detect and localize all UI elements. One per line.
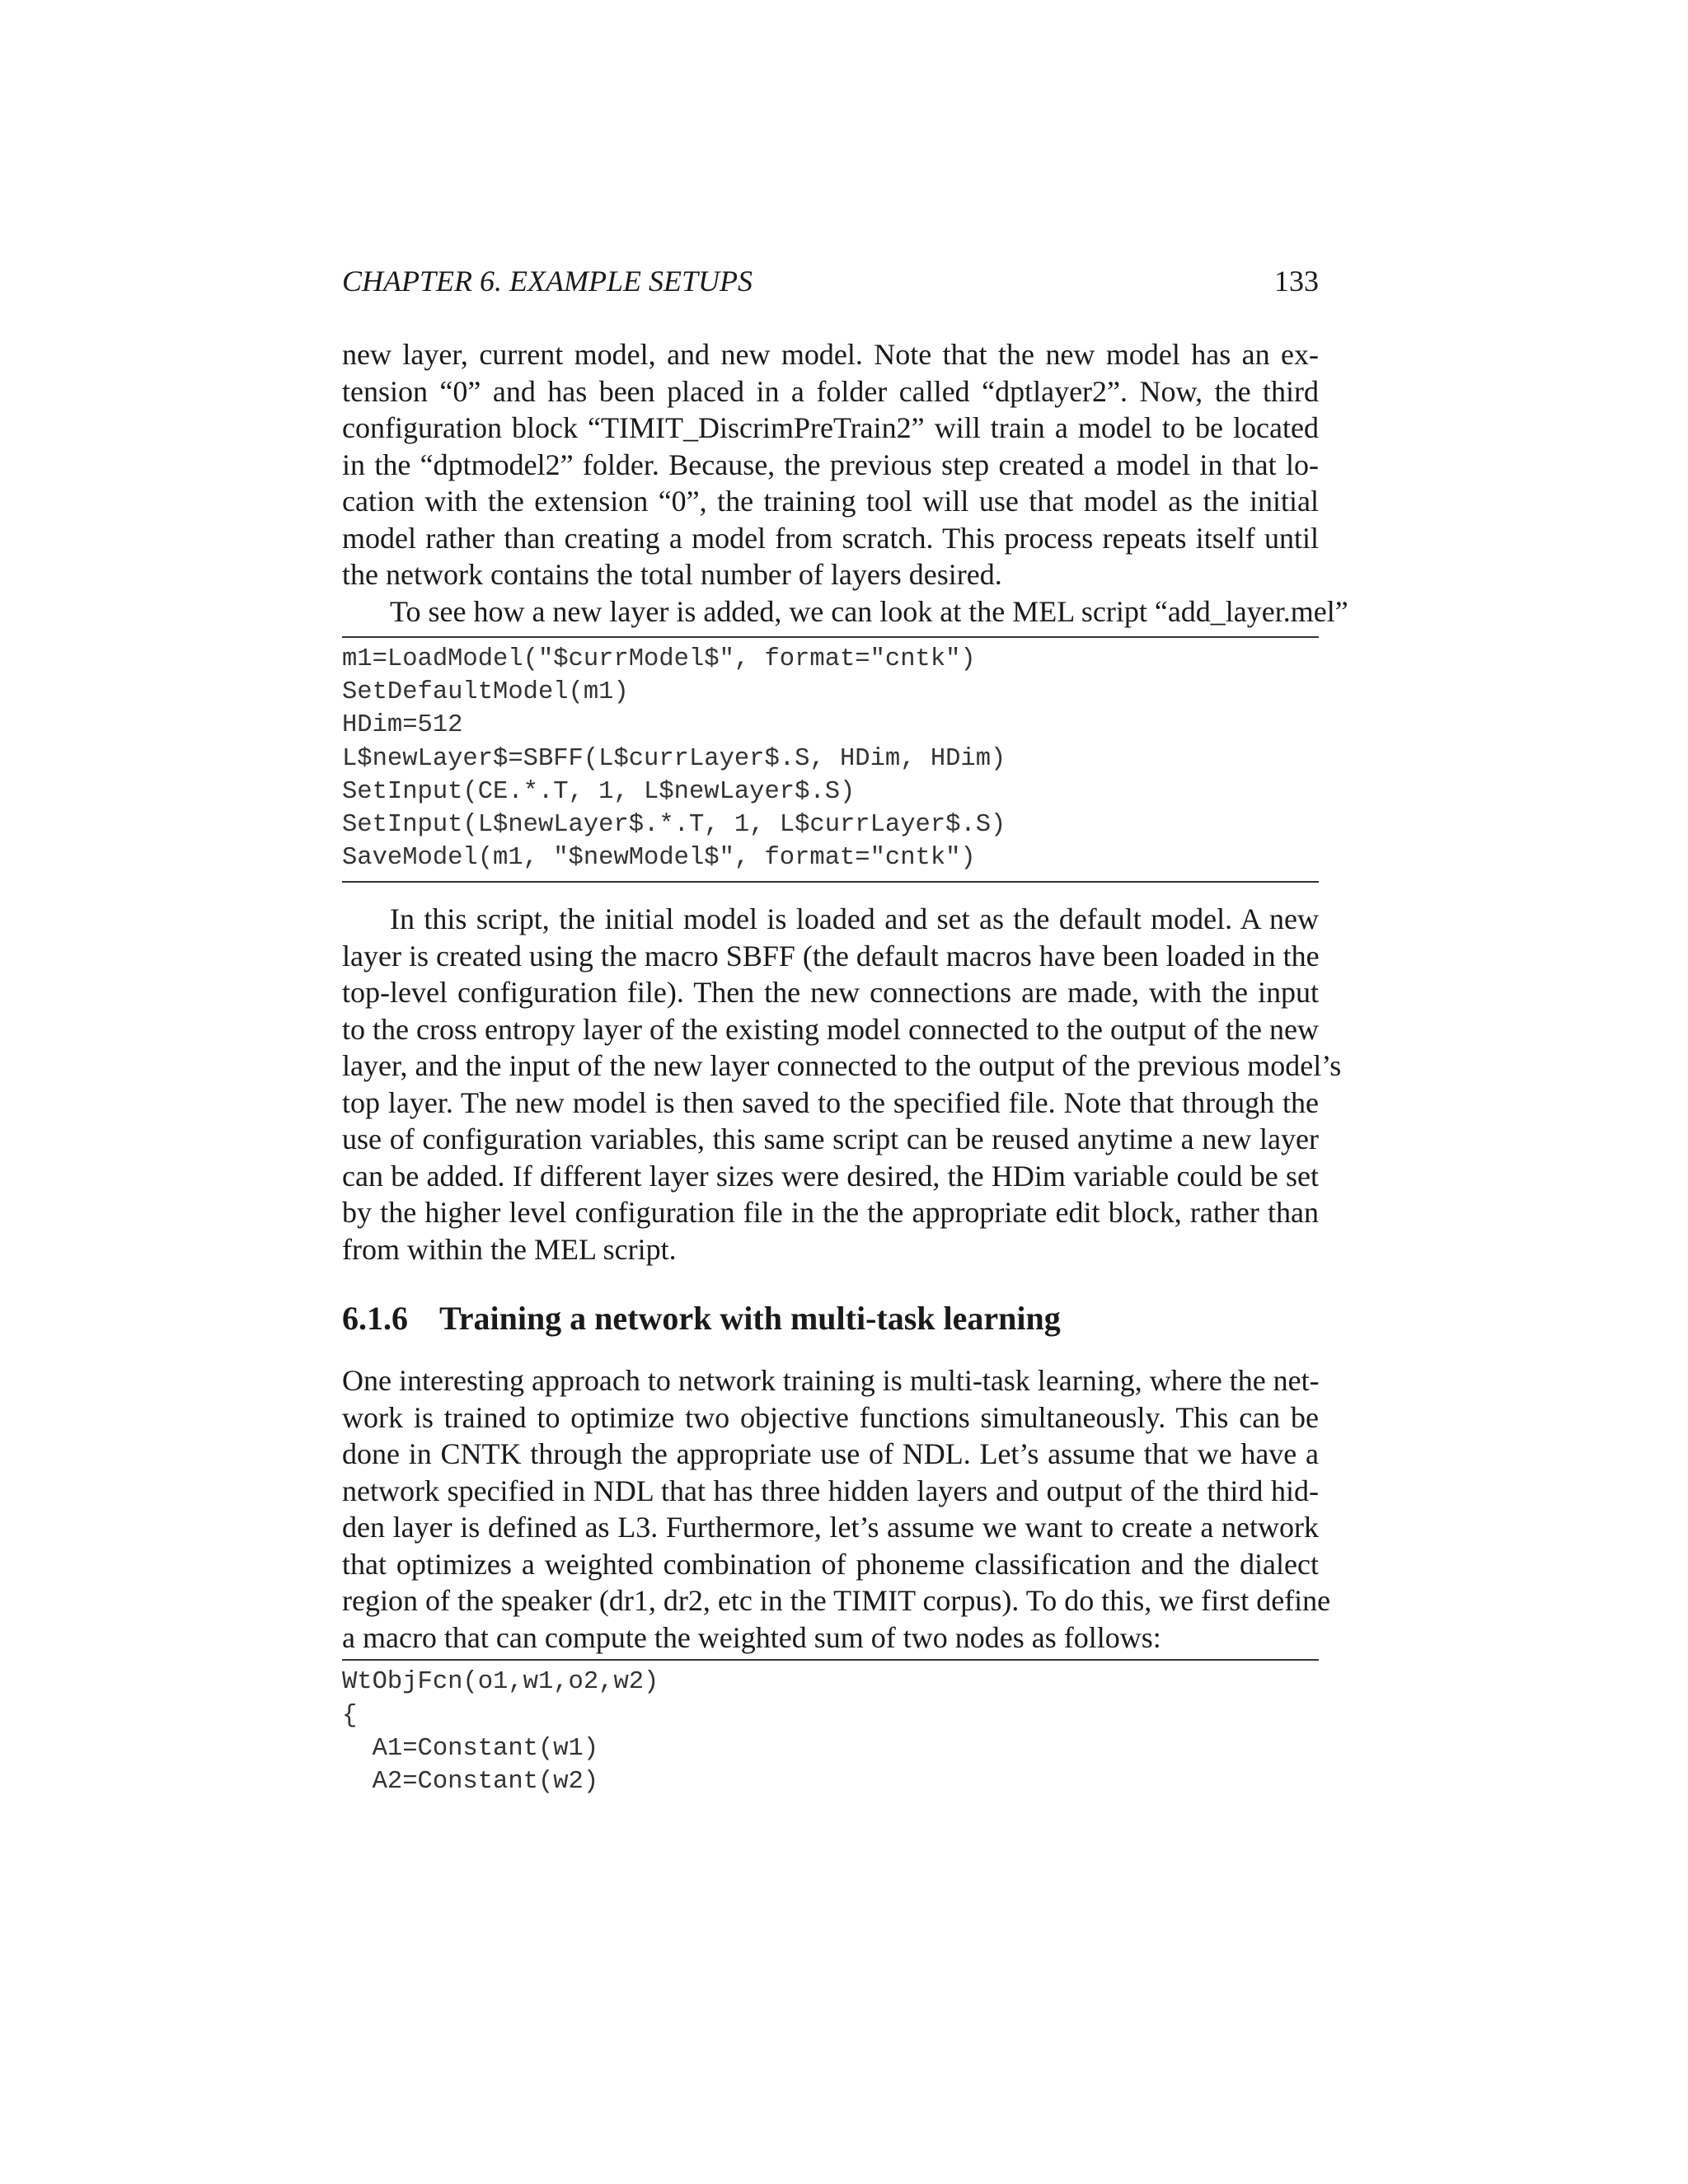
paragraph-multitask [342,1362,1331,1656]
text-line: in the “dptmodel2” folder. Because, the previous step created a model in that lo- [342,448,1319,481]
text-line: can be added. If different layer sizes were desired, the HDim variable could be set [342,1159,1319,1193]
code-listing-add-layer [342,638,1319,881]
running-header [342,264,1319,307]
text-line: model rather than creating a model from scratch. This process repeats itself until [342,521,1319,555]
code-line: SetInput(L$newLayer$.*.T, 1, L$currLayer$.S) [342,811,1006,840]
text-line: the network contains the total number of layers desired. [342,558,1002,591]
paragraph-dpt-layers [342,336,1319,593]
section-heading [342,1299,1319,1338]
text-line: cation with the extension “0”, the training tool will use that model as the initial [342,485,1319,518]
text-line: top-level configuration file). Then the new connections are made, with the input [342,976,1319,1010]
text-line: One interesting approach to network training is multi-task learning, where the net- [342,1364,1320,1398]
text-line: layer is created using the macro SBFF (the default macros have been loaded in the [342,939,1320,972]
code-line: { [342,1701,358,1730]
text-line: layer, and the input of the new layer connected to the output of the previous model’s [342,1049,1342,1083]
text-line: den layer is defined as L3. Furthermore, let’s assume we want to create a network [342,1511,1319,1544]
text-line: that optimizes a weighted combination of phoneme classification and the dialect [342,1547,1319,1581]
code-listing-wtobjfcn [342,1661,1319,1805]
text-line: from within the MEL script. [342,1232,677,1266]
text-line: To see how a new layer is added, we can look at the MEL script “add_layer.mel” [390,594,1348,628]
text-line: done in CNTK through the appropriate use of NDL. Let’s assume that we have a [342,1437,1319,1471]
code-line: SetDefaultModel(m1) [342,678,629,707]
code-line: SaveModel(m1, "$newModel$", format="cntk") [342,844,976,873]
paragraph-script-explanation [342,901,1342,1268]
text-line: configuration block “TIMIT_DiscrimPreTrain2” will train a model to be located [342,411,1319,444]
chapter-title: CHAPTER 6. EXAMPLE SETUPS [342,265,753,298]
section-title: Training a network with multi-task learning [439,1300,1061,1338]
text-line: new layer, current model, and new model. Note that the new model has an ex- [342,338,1319,371]
code-line: WtObjFcn(o1,w1,o2,w2) [342,1668,659,1697]
text-line: work is trained to optimize two objective functions simultaneously. This can be [342,1400,1319,1434]
code-line: SetInput(CE.*.T, 1, L$newLayer$.S) [342,777,856,806]
section-number: 6.1.6 [342,1300,408,1338]
code-line: A1=Constant(w1) [342,1734,599,1763]
code-line: L$newLayer$=SBFF(L$currLayer$.S, HDim, HDim) [342,744,1006,773]
text-line: a macro that can compute the weighted sum of two nodes as follows: [342,1620,1161,1654]
text-line: use of configuration variables, this same script can be reused anytime a new layer [342,1122,1319,1156]
text-line: top layer. The new model is then saved to the specified file. Note that through the [342,1085,1319,1119]
code-line: m1=LoadModel("$currModel$", format="cntk") [342,645,976,673]
page-content [342,264,1348,1805]
code-line: A2=Constant(w2) [342,1768,599,1797]
code-line: HDim=512 [342,711,463,740]
text-line: tension “0” and has been placed in a folder called “dptlayer2”. Now, the third [342,374,1319,408]
text-line: to the cross entropy layer of the existing model connected to the output of the new [342,1012,1319,1046]
text-line: by the higher level configuration file in the the appropriate edit block, rather than [342,1196,1319,1230]
text-line: network specified in NDL that has three hidden layers and output of the third hid- [342,1474,1319,1507]
page-number: 133 [1274,265,1319,298]
text-line: region of the speaker (dr1, dr2, etc in the TIMIT corpus). To do this, we first define [342,1584,1331,1618]
paragraph-add-layer-intro [342,593,1348,630]
text-line: In this script, the initial model is loaded and set as the default model. A new [390,902,1319,936]
